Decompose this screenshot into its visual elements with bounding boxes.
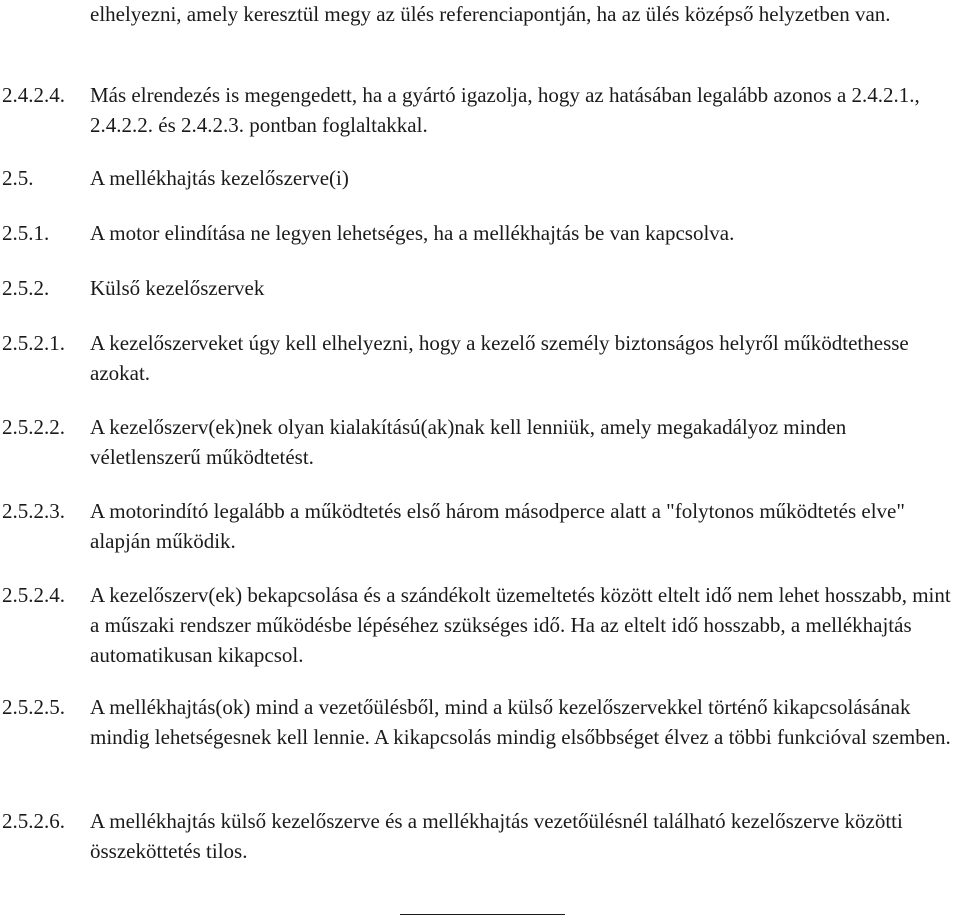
paragraph-number: 2.5.2.2. bbox=[2, 415, 65, 439]
paragraph-2-5-2-6 bbox=[0, 806, 958, 866]
paragraph-number: 2.5.2.6. bbox=[2, 809, 65, 833]
paragraph-2-5-2-3 bbox=[0, 496, 958, 556]
paragraph-number: 2.5.2.5. bbox=[2, 695, 65, 719]
paragraph-text: A motor elindítása ne legyen lehetséges, ha a mellékhajtás be van kapcsolva. bbox=[90, 221, 735, 245]
paragraph-text: A kezelőszerv(ek) bekapcsolása és a szándékolt üzemeltetés között eltelt idő nem lehet hosszabb, mint a műszaki rendszer működésbe lépéséhez szükséges idő. Ha az eltelt idő hosszabb, a mellékhajtás automatikusan kikapcsol. bbox=[90, 583, 951, 667]
continuation-text: elhelyezni, amely keresztül megy az ülés referenciapontján, ha az ülés középső helyzetben van. bbox=[90, 2, 891, 26]
paragraph-2-5-1 bbox=[0, 218, 958, 248]
paragraph-number: 2.5.2.3. bbox=[2, 499, 65, 523]
paragraph-2-5-2-1 bbox=[0, 328, 958, 388]
paragraph-2-5-2 bbox=[0, 273, 958, 303]
paragraph-number: 2.5.2.4. bbox=[2, 583, 65, 607]
paragraph-number: 2.5. bbox=[2, 166, 34, 190]
paragraph-text: A kezelőszerv(ek)nek olyan kialakítású(ak)nak kell lenniük, amely megakadályoz minden véletlenszerű működtetést. bbox=[90, 415, 847, 469]
paragraph-text: A motorindító legalább a működtetés első három másodperce alatt a "folytonos működtetés elve" alapján működik. bbox=[90, 499, 905, 553]
paragraph-text: A mellékhajtás(ok) mind a vezetőülésből, mind a külső kezelőszervekkel történő kikapcsolásának mindig lehetségesnek kell lennie. A kikapcsolás mindig elsőbbséget élvez a többi funkcióval szemben. bbox=[90, 695, 951, 749]
paragraph-number: 2.5.2.1. bbox=[2, 331, 65, 355]
paragraph-2-4-2-4 bbox=[0, 80, 958, 140]
footnote-separator-line bbox=[400, 914, 565, 915]
paragraph-text: A kezelőszerveket úgy kell elhelyezni, hogy a kezelő személy biztonságos helyről működtethesse azokat. bbox=[90, 331, 909, 385]
paragraph-text: Más elrendezés is megengedett, ha a gyártó igazolja, hogy az hatásában legalább azonos a 2.4.2.1., 2.4.2.2. és 2.4.2.3. pontban foglaltakkal. bbox=[90, 83, 920, 137]
paragraph-text: A mellékhajtás külső kezelőszerve és a mellékhajtás vezetőülésnél található kezelőszerve közötti összeköttetés tilos. bbox=[90, 809, 903, 863]
paragraph-text: A mellékhajtás kezelőszerve(i) bbox=[90, 166, 349, 190]
paragraph-2-5 bbox=[0, 163, 958, 193]
paragraph-number: 2.5.2. bbox=[2, 276, 50, 300]
paragraph-number: 2.4.2.4. bbox=[2, 83, 65, 107]
paragraph-text: Külső kezelőszervek bbox=[90, 276, 265, 300]
paragraph-2-5-2-4 bbox=[0, 580, 958, 670]
paragraph-number: 2.5.1. bbox=[2, 221, 50, 245]
paragraph-2-5-2-2 bbox=[0, 412, 958, 472]
paragraph-2-5-2-5 bbox=[0, 692, 958, 752]
